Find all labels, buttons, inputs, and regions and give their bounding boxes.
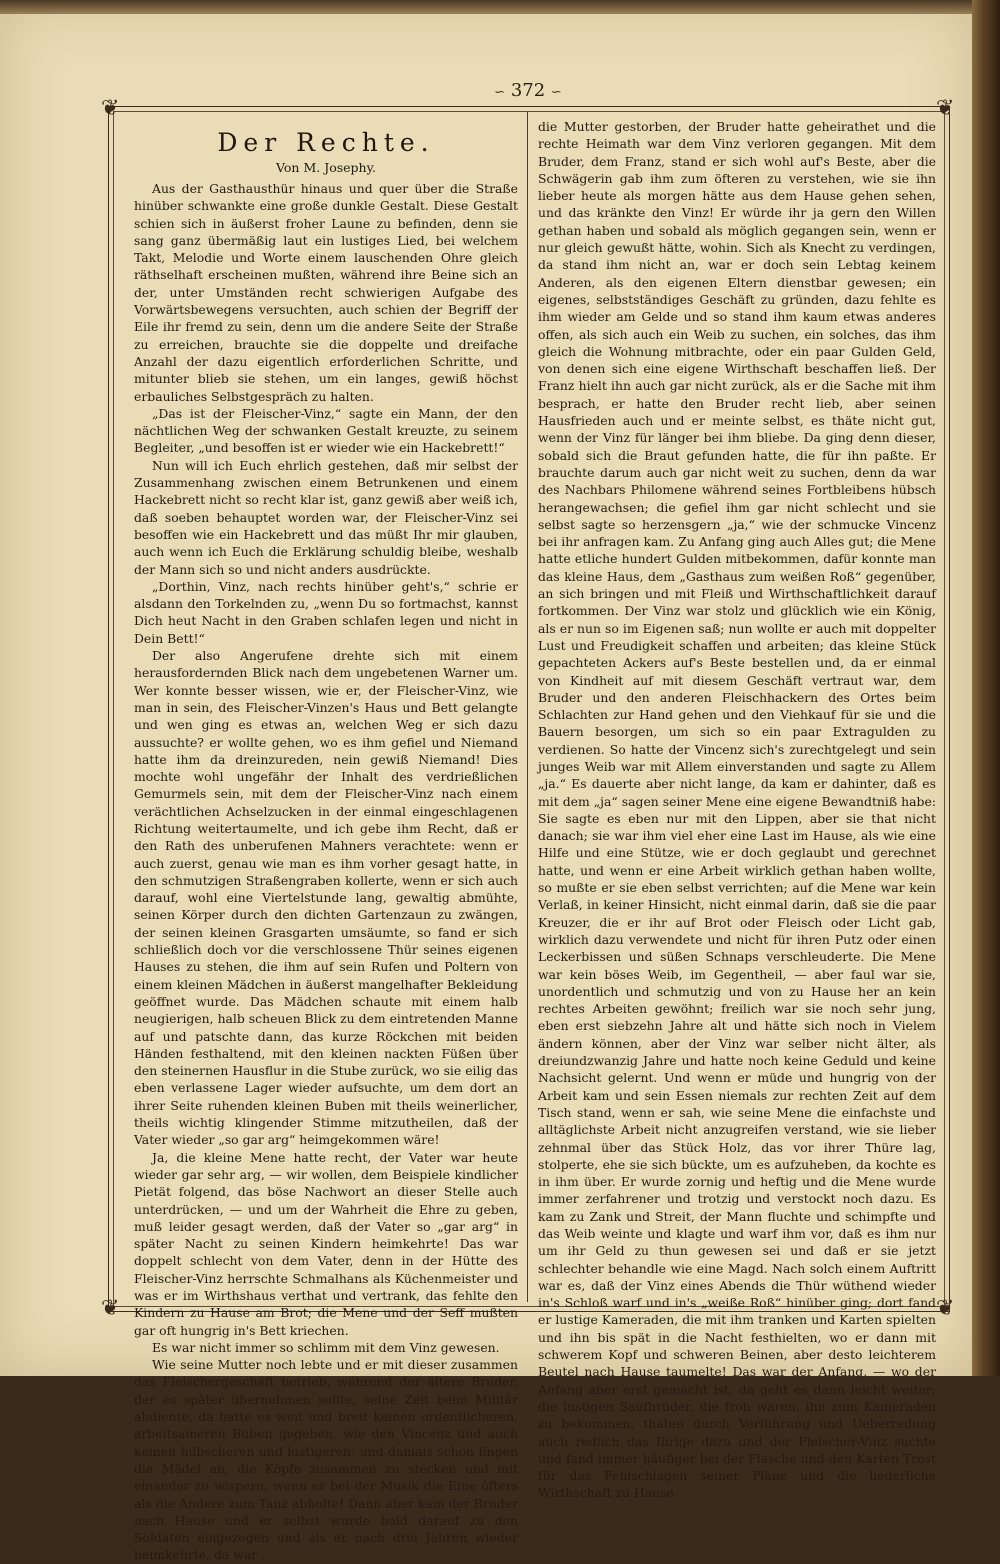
article-column-right [538, 118, 936, 1501]
article-byline: Von M. Josephy. [276, 160, 376, 175]
article-column-left [134, 180, 518, 1563]
article-title: Der Rechte. [217, 128, 435, 157]
paragraph: Aus der Gasthausthür hinaus und quer über die Straße hinüber schwankte eine große dunkle Gestalt. Diese Gestalt schien sich in äußerst froher Laune zu befinden, denn sie sang ganz übermäßig laut ein lustiges Lied, bei welchem Takt, Melodie und Worte einem lauschenden Ohre gleich räthselhaft erscheinen mußten, während ihre Beine sich an der, unter Umständen recht schwierigen Aufgabe des Vorwärtsbewegens versuchten, auch schien der Begriff der Eile ihr fremd zu sein, denn um die andere Seite der Straße zu erreichen, brauchte sie die doppelte und dreifache Anzahl der dazu eigentlich erforderlichen Schritte, und mitunter blieb sie stehen, um ein langes, gewiß höchst erbauliches Selbstgespräch zu halten. [134, 181, 518, 404]
page-header [468, 80, 588, 104]
corner-ornament-top-left: ❦ [101, 96, 120, 121]
corner-ornament-bottom-left: ❦ [101, 1296, 120, 1321]
paragraph: die Mutter gestorben, der Bruder hatte geheirathet und die rechte Heimath war dem Vinz verloren gegangen. Mit dem Bruder, dem Franz, stand er sich wohl auf's Beste, aber die Schwägerin gab ihm zum öfteren zu verstehen, wie sie ihn lieber heute als morgen hätte aus dem Hause gehen sehen, und das kränkte den Vinz! Er würde ihr ja gern den Willen gethan haben und sobald als möglich gegangen sein, wenn er nur gleich gewußt hätte, wohin. Sich als Knecht zu verdingen, da stand ihm nicht an, war er doch sein Lebtag keinem Anderen, als den eigenen Eltern dienstbar gewesen; ein eigenes, selbstständiges Geschäft zu gründen, dazu fehlte es ihm wieder am Gelde und so stand ihm kaum etwas anderes offen, als sich auch ein Weib zu suchen, ein solches, das ihm gleich die Wohnung mitbrachte, oder ein paar Gulden Geld, von denen sich eine eigene Wirthschaft beschaffen ließ. Der Franz hielt ihn auch gar nicht zurück, als er die Sache mit ihm besprach, er hatte den Bruder recht lieb, aber seinen Hausfrieden auch und er meinte selbst, es thäte nicht gut, wenn der Vinz für länger bei ihm bliebe. Da ging denn dieser, sobald sich die Braut gefunden hatte, die für ihn paßte. Er brauchte darum auch gar nicht weit zu suchen, denn da war des Nachbars Philomene während seines Fortbleibens hübsch herangewachsen; die gefiel ihm gar nicht schlecht und sie selbst sagte so herzensgern „ja,“ wie der schmucke Vincenz bei ihr anfragen kam. Zu Anfang ging auch Alles gut; die Mene hatte etliche hundert Gulden mitbekommen, dafür konnte man das kleine Haus, dem „Gasthaus zum weißen Roß“ gegenüber, an sich bringen und mit Fleiß und Wirthschaftlichkeit darauf fortkommen. Der Vinz war stolz und glücklich wie ein König, als er nun so im Eigenen saß; nun wollte er auch mit doppelter Lust und Freudigkeit schaffen und arbeiten; das kleine Stück gepachteten Ackers auf's Beste bestellen und, da er einmal von Kindheit auf mit diesem Geschäft vertraut war, dem Bruder und den anderen Fleischhackern des Ortes beim Schlachten zur Hand gehen und den Viehkauf für sie und die Bauern besorgen, um sich so ein paar Extragulden zu verdienen. So hatte der Vincenz sich's zurechtgelegt und sein junges Weib war mit Allem einverstanden und sagte zu Allem „ja.“ Es dauerte aber nicht lange, da kam er dahinter, daß es mit dem „ja“ sagen seiner Mene eine eigene Bewandtniß habe: Sie sagte es eben nur mit den Lippen, aber sie that nicht danach; sie war ihm viel eher eine Last im Hause, als wie eine Hilfe und eine Stütze, wie er doch geglaubt und gerechnet hatte, und wenn er eine Arbeit wirklich gethan haben wollte, so mußte er sie eben selbst verrichten; auf die Mene war kein Verlaß, in keiner Hinsicht, nicht einmal darin, daß sie die paar Kreuzer, die er ihr auf Brot oder Fleisch oder Licht gab, wirklich dazu verwendete und nicht für ihren Putz oder einen Leckerbissen und süßen Schnaps verschleuderte. Die Mene war kein böses Weib, im Gegentheil, — aber faul war sie, unordentlich und schmutzig und von zu Hause her an kein rechtes Arbeiten gewöhnt; freilich war sie noch sehr jung, eben erst siebzehn Jahre alt und hätte sich noch in Vielem ändern können, aber der Vinz war selber nicht älter, als dreiundzwanzig Jahre und hatte noch keine Geduld und keine Nachsicht gelernt. Und wenn er müde und hungrig von der Arbeit kam und sein Essen niemals zur rechten Zeit auf dem Tisch stand, wenn er sah, wie seine Mene die einfachste und alltäglichste Arbeit nicht anzugreifen verstand, wie sie lieber zehnmal über das Stück Holz, das vor ihrer Thüre lag, stolperte, ehe sie sich bückte, um es aufzuheben, da kochte es in ihm über. Er wurde zornig und heftig und die Mene wurde immer zerfahrener und trotzig und verstockt noch dazu. Es kam zu Zank und Streit, der Mann fluchte und schimpfte und das Weib weinte und klagte und warf ihm vor, daß es ihm nur um ihr Geld zu thun gewesen sei und daß er sie jetzt schlechter behandle wie eine Magd. Nach solch einem Auftritt war es, daß der Vinz eines Abends die Thür wüthend wieder in's Schloß warf und in's „weiße Roß“ hinüber ging; dort fand er lustige Kameraden, die mit ihm tranken und Karten spielten und ihn bis spät in die Nacht festhielten, wo er dann mit schwerem Kopf und schweren Beinen, aber desto leichterem Beutel nach Hause taumelte! Das war der Anfang, — wo der Anfang aber erst gemacht ist, da geht es dann leicht weiter; die lustigen Saufbrüder, die froh waren, ihn zum Kameraden zu bekommen, thaten durch Verführung und Ueberredung auch redlich das Ihrige dazu und der Fleischer-Vinz suchte und fand immer häufiger bei der Flasche und den Karten Trost für das Fehlschlagen seiner Pläne und die liederliche Wirthschaft zu Hause. [538, 119, 936, 1501]
book-spine [972, 0, 1000, 1376]
page-number: 372 [510, 80, 546, 101]
paragraph: Wie seine Mutter noch lebte und er mit dieser zusammen das Fleischergeschäft betrieb, während der ältere Bruder, der es später übernehmen sollte, seine Zeit beim Militär abdiente, da hatte es weit und breit keinen ordentlicheren, arbeitsameren Buben gegeben, wie den Vincenz und auch keinen hübscheren und lustigeren; und damals schon fingen die Mädel an, die Köpfe zusammen zu stecken und mit einander zu wispern, wenn er bei der Musik die Eine öfters als die Andere zum Tanz abholte! Dann aber kam der Bruder nach Hause und er selbst wurde bald darauf zu den Soldaten eingezogen und als er nach drei Jahren wieder heimkehrte, da war [134, 1357, 518, 1563]
paragraph: „Dorthin, Vinz, nach rechts hinüber geht's,“ schrie er alsdann den Torkelnden zu, „wenn Du so fortmachst, kannst Dich heut Nacht in den Graben schlafen legen und nicht in Dein Bett!“ [134, 578, 518, 646]
corner-ornament-top-right: ❦ [936, 96, 955, 121]
header-ornament-right: ∽ [550, 85, 562, 100]
paragraph: Nun will ich Euch ehrlich gestehen, daß mir selbst der Zusammenhang zwischen einem Betrunkenen und einem Hackebrett nicht so recht klar ist, ganz gewiß aber weiß ich, daß soeben behauptet worden war, der Fleischer-Vinz sei besoffen wie ein Hackebrett und das müßt Ihr mir glauben, auch wenn ich Euch die Erklärung schuldig bleibe, weshalb der Mann sich so und nicht anders ausdrückte. [134, 457, 518, 577]
corner-ornament-bottom-right: ❦ [936, 1296, 955, 1321]
column-divider [527, 112, 528, 1302]
paragraph: Es war nicht immer so schlimm mit dem Vinz gewesen. [152, 1339, 500, 1355]
paragraph: Ja, die kleine Mene hatte recht, der Vater war heute wieder gar sehr arg, — wir wollen, dem Beispiele kindlicher Pietät folgend, das böse Nachwort an dieser Stelle auch unterdrücken, — und um der Wahrheit die Ehre zu geben, muß leider gesagt werden, daß der Vater so „gar arg“ in später Nacht zu seinen Kindern heimkehrte! Das war doppelt schlecht von dem Vater, denn in der Hütte des Fleischer-Vinz herrschte Schmalhans als Küchenmeister und was er im Wirthshaus verthat und vertrank, das fehlte den Kindern zu Hause am Brot; die Mene und der Seff mußten gar oft hungrig in's Bett kriechen. [134, 1149, 518, 1338]
paragraph: „Das ist der Fleischer-Vinz,“ sagte ein Mann, der den nächtlichen Weg der schwanken Gestalt kreuzte, zu seinem Begleiter, „und besoffen ist er wieder wie ein Hackebrett!“ [134, 405, 518, 456]
header-ornament-left: ∽ [494, 85, 506, 100]
paragraph: Der also Angerufene drehte sich mit einem herausfordernden Blick nach dem ungebetenen Warner um. Wer konnte besser wissen, wie er, der Fleischer-Vinz, wie man in sein, des Fleischer-Vinzen's Haus und Bett gelangte und wen ging es etwas an, welchen Weg er sich dazu aussuchte? er wollte gehen, wo es ihm gefiel und Niemand hatte ihm da dreinzureden, nein gewiß Niemand! Dies mochte wohl ungefähr der Inhalt des verdrießlichen Gemurmels sein, mit dem der Fleischer-Vinz nach einem verächtlichen Achselzucken in der einmal eingeschlagenen Richtung weitertaumelte, und ich gebe ihm Recht, daß er den Rath des unberufenen Mahners verachtete: wenn er auch zuerst, genau wie man es ihm vorher gesagt hatte, in den schmutzigen Straßengraben kollerte, wenn er sich auch darauf, wohl eine Viertelstunde lang, gewaltig abmühte, seinen Körper durch den dichten Gartenzaun zu zwängen, der seinen kleinen Grasgarten umsäumte, so fand er sich schließlich doch vor die verschlossene Thür seines eigenen Hauses zu stehen, die ihm auf sein Rufen und Poltern von einem kleinen Mädchen in äußerst mangelhafter Bekleidung geöffnet wurde. Das Mädchen schaute mit einem halb neugierigen, halb scheuen Blick zu dem eintretenden Manne auf und patschte dann, das kurze Röckchen mit beiden Händen festhaltend, mit den kleinen nackten Füßen über den steinernen Hausflur in die Stube zurück, wo sie eilig das eben verlassene Lager wieder aufsuchte, um dem dort an ihrer Seite ruhenden kleinen Buben mit theils weinerlicher, theils wichtig klingender Stimme mitzutheilen, daß der Vater wieder „so gar arg“ heimgekommen wäre! [134, 648, 518, 1148]
page-top-edge [0, 0, 972, 14]
